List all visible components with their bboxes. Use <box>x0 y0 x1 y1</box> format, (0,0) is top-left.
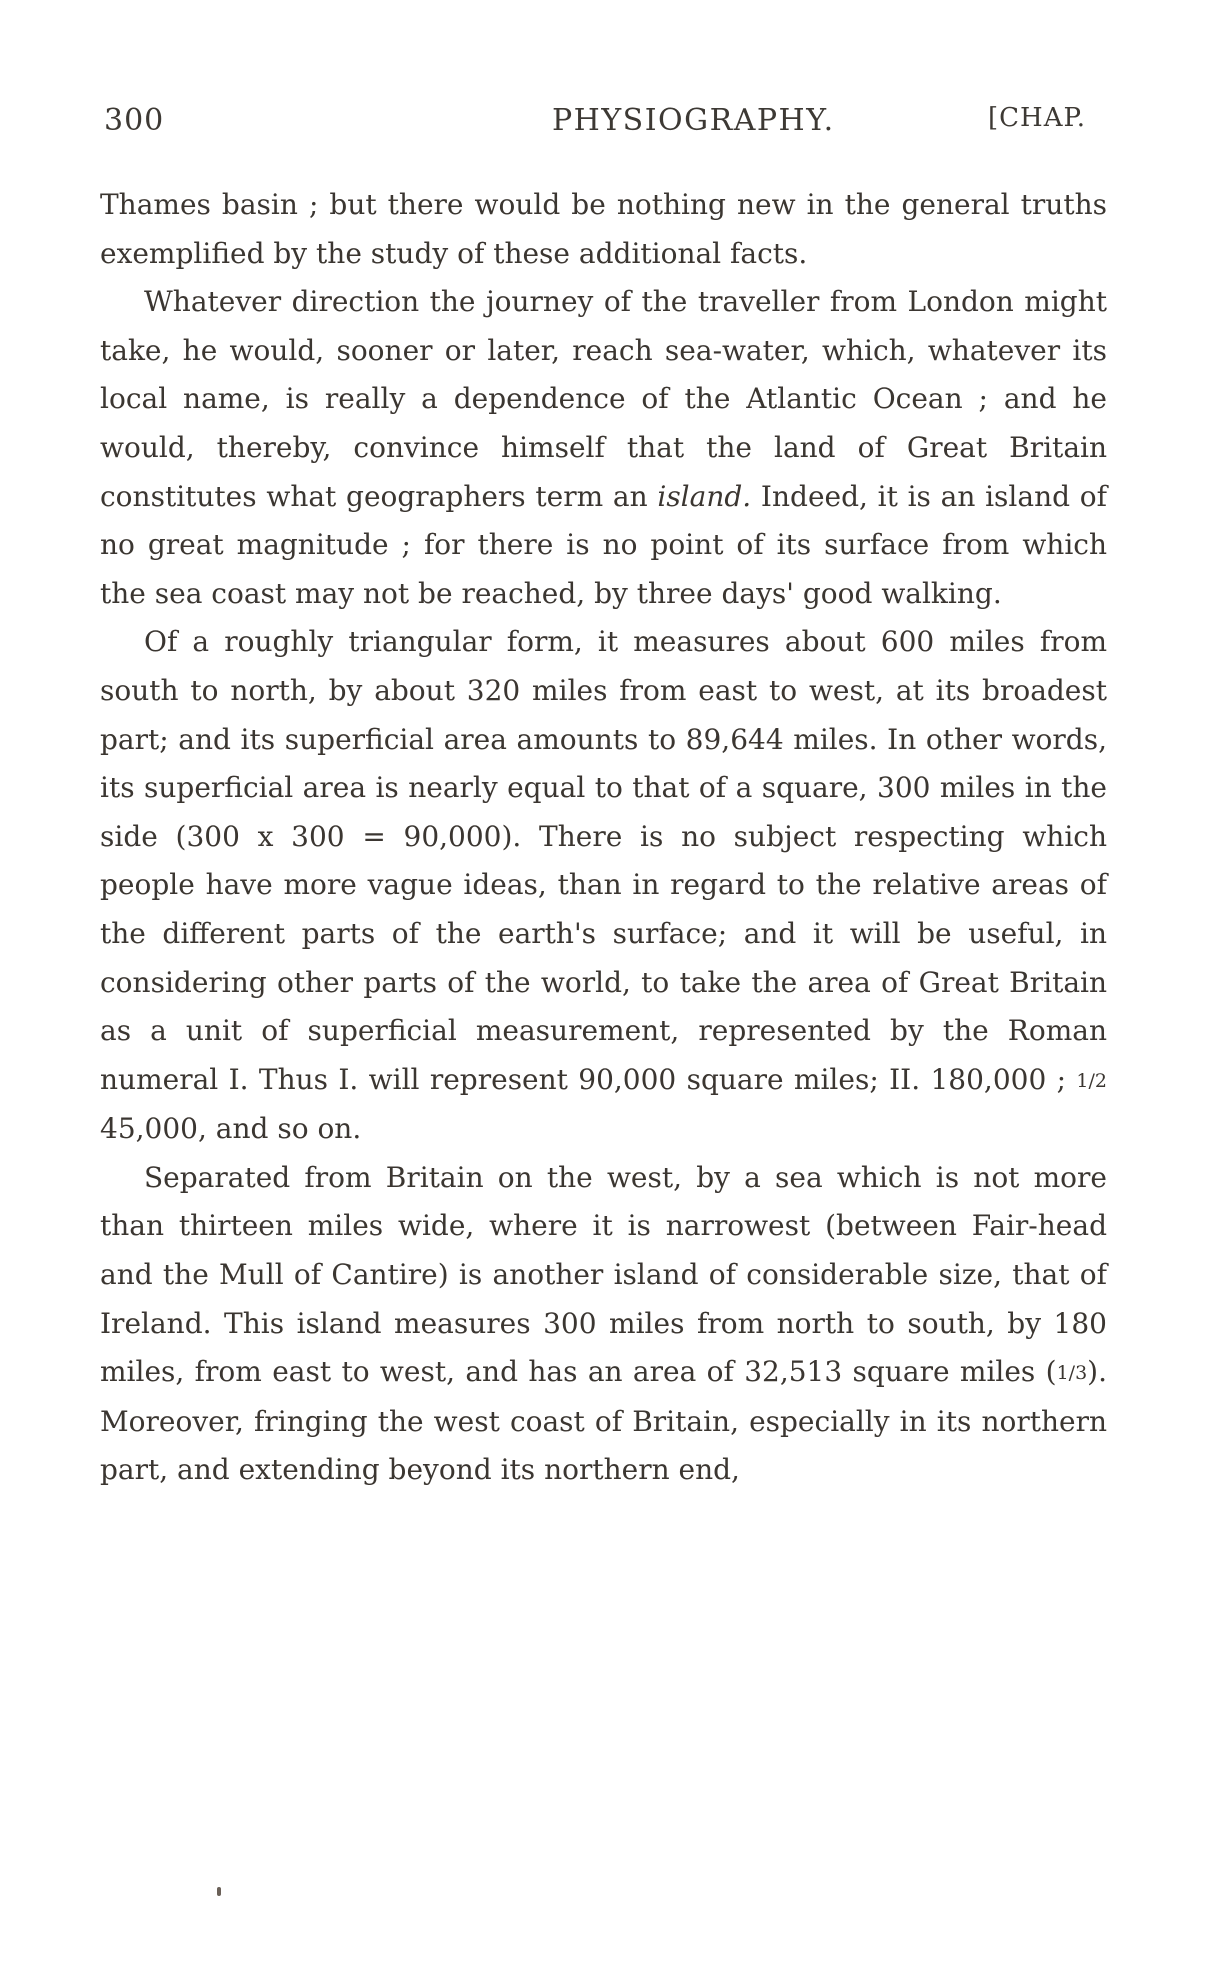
paragraph-3 <box>100 618 1107 1154</box>
fraction-third: 1/3 <box>1056 1362 1088 1385</box>
page-number: 300 <box>104 103 165 138</box>
body-text <box>100 181 1107 1495</box>
italic-term-island: island. <box>657 479 752 513</box>
paragraph-1: Thames basin ; but there would be nothing new in the general truths exemplified by the study of these additional facts. <box>100 188 1107 270</box>
paragraph-3-text-end: 45,000, and so on. <box>100 1112 362 1146</box>
paragraph-4-text-start: Separated from Britain on the west, by a sea which is not more than thirteen miles wide, where it is narrowest (between Fair-head and the Mull of Cantire) is another island of considerable size, that of Ireland. This island measures 300 miles from north to south, by 180 miles, from east to west, and has an area of 32,513 square miles ( <box>100 1160 1107 1389</box>
paragraph-3-text-start: Of a roughly triangular form, it measures about 600 miles from south to north, by about 320 miles from east to west, at its broadest part; and its superficial area amounts to 89,644 miles. In other words, its superficial area is nearly equal to that of a square, 300 miles in the side (300 x 300 = 90,000). There is no subject respecting which people have more vague ideas, than in regard to the relative areas of the different parts of the earth's surface; and it will be useful, in considering other parts of the world, to take the area of Great Britain as a unit of superficial measurement, represented by the Roman numeral I. Thus I. will represent 90,000 square miles; II. 180,000 ; <box>100 625 1107 1096</box>
running-title: PHYSIOGRAPHY. <box>552 103 835 138</box>
fraction-half: 1/2 <box>1076 1069 1107 1092</box>
paragraph-4 <box>100 1154 1107 1495</box>
paragraph-2 <box>100 278 1107 618</box>
paragraph-2-text-start: Whatever direction the journey of the traveller from London might take, he would, sooner or later, reach sea-water, which, whatever its local name, is really a dependence of the Atlantic Ocean ; and he would, thereby, convince himself that the land of Great Britain constitutes what geographers term an <box>100 285 1107 513</box>
paragraph-4-text-end: ). Moreover, fringing the west coast of Britain, especially in its northern part, and extending beyond its northern end, <box>100 1355 1107 1487</box>
paragraph-2-text-end: Indeed, it is an island of no great magnitude ; for there is no point of its surface from which the sea coast may not be reached, by three days' good walking. <box>100 479 1107 610</box>
page-header <box>100 103 1110 143</box>
ink-speck <box>217 1887 221 1896</box>
chapter-marker: [CHAP. <box>988 103 1086 133</box>
